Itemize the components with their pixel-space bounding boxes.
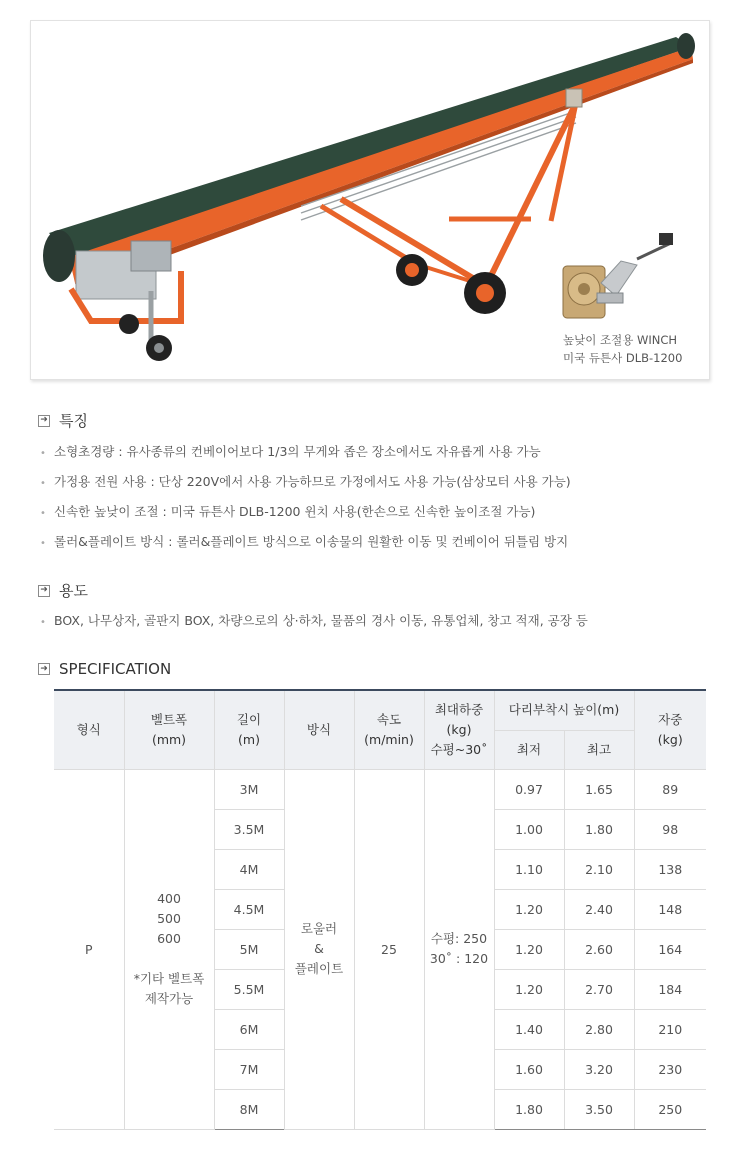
cell-weight: 164 [634, 929, 706, 969]
conveyor-illustration [31, 21, 711, 381]
cell-min: 1.20 [494, 889, 564, 929]
arrow-right-icon: ➜ [38, 585, 50, 597]
bullet-icon: • [40, 478, 46, 489]
front-roller [43, 230, 75, 282]
usage-heading [38, 580, 88, 601]
header-min: 최저 [494, 730, 564, 769]
winch-image [563, 233, 673, 318]
header-model: 형식 [54, 690, 124, 769]
cell-max: 3.50 [564, 1089, 634, 1129]
cell-weight: 250 [634, 1089, 706, 1129]
cell-min: 1.40 [494, 1009, 564, 1049]
cell-max: 2.10 [564, 849, 634, 889]
header-belt-width: 벨트폭 (mm) [124, 690, 214, 769]
winch-caption-line1: 높낮이 조절용 WINCH [563, 333, 678, 347]
cell-method: 로울러 & 플레이트 [284, 769, 354, 1129]
cell-weight: 148 [634, 889, 706, 929]
list-item: • 가정용 전원 사용 : 단상 220V에서 사용 가능하므로 가정에서도 사용 가능(삼상모터 사용 가능) [40, 467, 571, 497]
arrow-right-icon: ➜ [38, 663, 50, 675]
cell-length: 4.5M [214, 889, 284, 929]
cell-max-load: 수평: 250 30˚ : 120 [424, 769, 494, 1129]
cell-belt-width: 400 500 600 *기타 벨트폭 제작가능 [124, 769, 214, 1129]
header-speed: 속도 (m/min) [354, 690, 424, 769]
bullet-icon: • [40, 538, 46, 549]
cell-weight: 89 [634, 769, 706, 809]
spec-heading [38, 660, 171, 678]
cell-model: P [54, 769, 124, 1129]
usage-list [40, 606, 588, 636]
cell-weight: 138 [634, 849, 706, 889]
cell-speed: 25 [354, 769, 424, 1129]
cell-weight: 98 [634, 809, 706, 849]
cell-length: 8M [214, 1089, 284, 1129]
cell-min: 1.20 [494, 929, 564, 969]
cell-max: 3.20 [564, 1049, 634, 1089]
features-title: 특징 [59, 412, 88, 430]
list-item: • 신속한 높낮이 조절 : 미국 듀튼사 DLB-1200 윈치 사용(한손으로 신속한 높이조절 가능) [40, 497, 571, 527]
cell-length: 6M [214, 1009, 284, 1049]
front-caster-left [119, 314, 139, 334]
cell-length: 3M [214, 769, 284, 809]
cell-max: 1.65 [564, 769, 634, 809]
cell-length: 5.5M [214, 969, 284, 1009]
usage-title: 용도 [59, 582, 88, 600]
arrow-right-icon: ➜ [38, 415, 50, 427]
cell-min: 1.80 [494, 1089, 564, 1129]
features-heading [38, 410, 88, 431]
cell-max: 2.60 [564, 929, 634, 969]
cell-max: 2.80 [564, 1009, 634, 1049]
cell-length: 3.5M [214, 809, 284, 849]
cell-max: 1.80 [564, 809, 634, 849]
cell-min: 0.97 [494, 769, 564, 809]
list-item: • 롤러&플레이트 방식 : 롤러&플레이트 방식으로 이송물의 원활한 이동 및 컨베이어 뒤틀림 방지 [40, 527, 571, 557]
cell-max: 2.40 [564, 889, 634, 929]
spec-table [54, 689, 706, 1130]
list-item: • 소형초경량 : 유사종류의 컨베이어보다 1/3의 무게와 좁은 장소에서도 자유롭게 사용 가능 [40, 437, 571, 467]
cell-min: 1.60 [494, 1049, 564, 1089]
product-photo [30, 20, 710, 380]
cell-weight: 210 [634, 1009, 706, 1049]
cell-min: 1.00 [494, 809, 564, 849]
cell-min: 1.20 [494, 969, 564, 1009]
winch-caption [563, 331, 682, 367]
rear-roller [677, 33, 695, 59]
conveyor-belt [49, 37, 691, 259]
cell-length: 5M [214, 929, 284, 969]
bullet-icon: • [40, 508, 46, 519]
cell-max: 2.70 [564, 969, 634, 1009]
bullet-icon: • [40, 617, 46, 628]
cell-length: 4M [214, 849, 284, 889]
spec-title: SPECIFICATION [59, 660, 172, 678]
header-leg-height: 다리부착시 높이(m) [494, 690, 634, 730]
winch-caption-line2: 미국 듀튼사 DLB-1200 [563, 351, 683, 365]
cell-length: 7M [214, 1049, 284, 1089]
bullet-icon: • [40, 448, 46, 459]
header-max-load: 최대하중(kg) 수평~30˚ [424, 690, 494, 769]
header-weight: 자중 (kg) [634, 690, 706, 769]
header-max: 최고 [564, 730, 634, 769]
cell-weight: 184 [634, 969, 706, 1009]
header-method: 방식 [284, 690, 354, 769]
list-item: • BOX, 나무상자, 골판지 BOX, 차량으로의 상·하차, 물품의 경사 이동, 유통업체, 창고 적재, 공장 등 [40, 606, 588, 636]
header-length: 길이 (m) [214, 690, 284, 769]
cell-min: 1.10 [494, 849, 564, 889]
features-list [40, 437, 571, 557]
table-row [54, 769, 706, 809]
cell-weight: 230 [634, 1049, 706, 1089]
